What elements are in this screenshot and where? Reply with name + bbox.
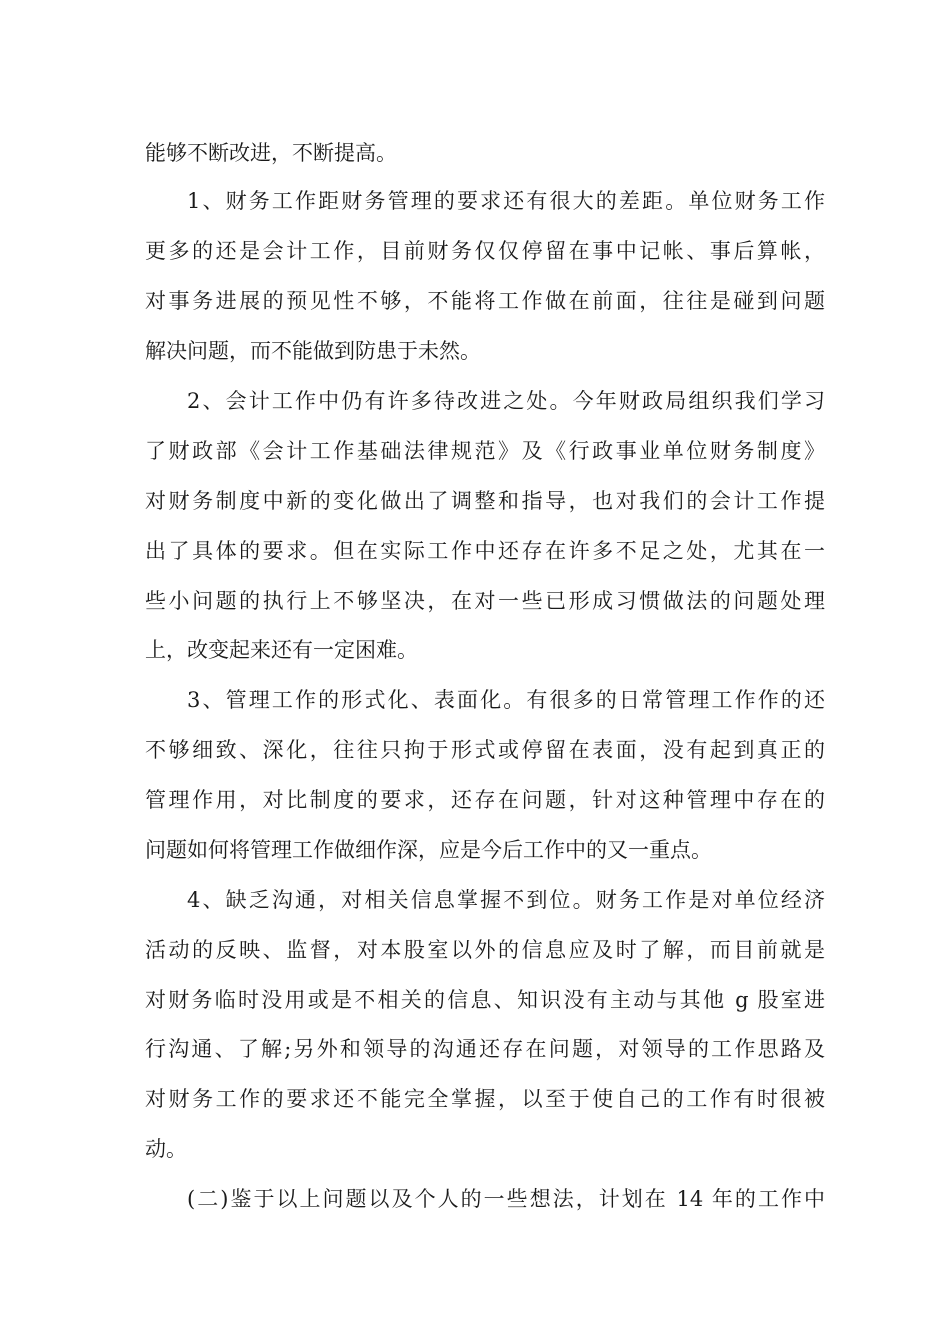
paragraph-2-line: 了财政部《会计工作基础法律规范》及《行政事业单位财务制度》 bbox=[145, 439, 825, 463]
text-line: 能够不断改进，不断提高。 bbox=[145, 141, 397, 165]
paragraph-4-line: 对财务临时没用或是不相关的信息、知识没有主动与其他 g 股室进 bbox=[145, 988, 825, 1012]
paragraph-3-line: 问题如何将管理工作做细作深，应是今后工作中的又一重点。 bbox=[145, 838, 712, 862]
paragraph-3-line: 管理作用，对比制度的要求，还存在问题，针对这种管理中存在的 bbox=[145, 788, 825, 812]
paragraph-2-line: 些小问题的执行上不够坚决，在对一些已形成习惯做法的问题处理 bbox=[145, 589, 825, 613]
paragraph-2-line: 2、会计工作中仍有许多待改进之处。今年财政局组织我们学习 bbox=[187, 389, 825, 413]
paragraph-4-line: 动。 bbox=[145, 1137, 187, 1161]
paragraph-3-line: 不够细致、深化，往往只拘于形式或停留在表面，没有起到真正的 bbox=[145, 738, 825, 762]
paragraph-2-line: 出了具体的要求。但在实际工作中还存在许多不足之处，尤其在一 bbox=[145, 539, 825, 563]
paragraph-1-line: 1、财务工作距财务管理的要求还有很大的差距。单位财务工作 bbox=[187, 189, 825, 213]
paragraph-1-line: 解决问题，而不能做到防患于未然。 bbox=[145, 339, 481, 363]
paragraph-2-line: 对财务制度中新的变化做出了调整和指导，也对我们的会计工作提 bbox=[145, 489, 825, 513]
paragraph-2-line: 上，改变起来还有一定困难。 bbox=[145, 638, 418, 662]
paragraph-1-line: 更多的还是会计工作，目前财务仅仅停留在事中记帐、事后算帐， bbox=[145, 239, 825, 263]
paragraph-4-line: 4、缺乏沟通，对相关信息掌握不到位。财务工作是对单位经济 bbox=[187, 888, 825, 912]
paragraph-5-line: (二)鉴于以上问题以及个人的一些想法，计划在 14 年的工作中 bbox=[187, 1187, 825, 1211]
paragraph-4-line: 对财务工作的要求还不能完全掌握，以至于使自己的工作有时很被 bbox=[145, 1087, 825, 1111]
paragraph-4-line: 活动的反映、监督，对本股室以外的信息应及时了解，而目前就是 bbox=[145, 938, 825, 962]
paragraph-4-line: 行沟通、了解;另外和领导的沟通还存在问题，对领导的工作思路及 bbox=[145, 1037, 825, 1061]
paragraph-3-line: 3、管理工作的形式化、表面化。有很多的日常管理工作作的还 bbox=[187, 688, 825, 712]
paragraph-1-line: 对事务进展的预见性不够，不能将工作做在前面，往往是碰到问题 bbox=[145, 289, 825, 313]
